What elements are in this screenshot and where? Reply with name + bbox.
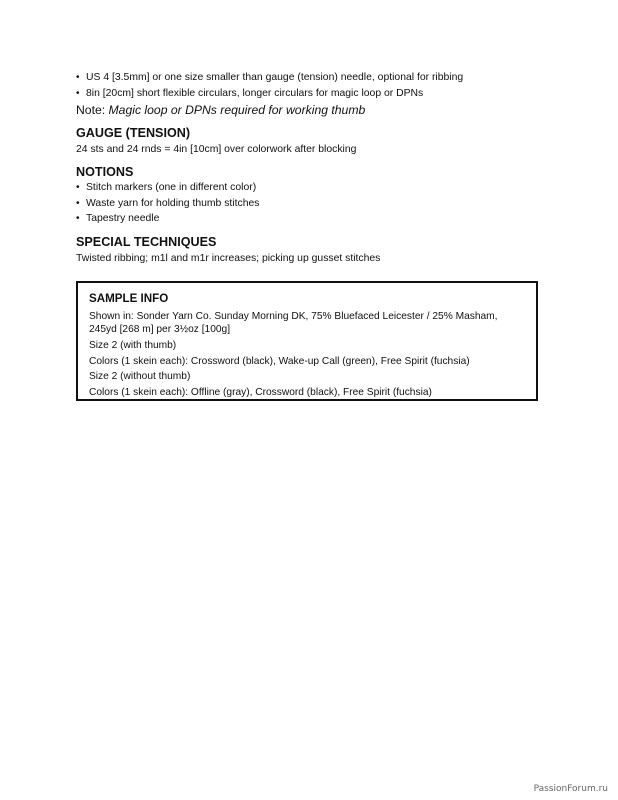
section-heading-special-techniques: SPECIAL TECHNIQUES	[76, 234, 217, 249]
list-item: • Tapestry needle	[76, 211, 546, 227]
special-techniques-text: Twisted ribbing; m1l and m1r increases; picking up gusset stitches	[76, 252, 381, 264]
note-text: Magic loop or DPNs required for working thumb	[108, 103, 366, 117]
list-item: • Stitch markers (one in different color)	[76, 180, 546, 196]
notions-list	[76, 180, 546, 227]
special-techniques-section	[76, 235, 546, 266]
section-heading-notions: NOTIONS	[76, 165, 134, 179]
notions-section	[76, 165, 546, 227]
list-item: • US 4 [3.5mm] or one size smaller than gauge (tension) needle, optional for ribbing	[76, 70, 546, 86]
list-item: • Waste yarn for holding thumb stitches	[76, 196, 546, 212]
needles-list	[76, 70, 546, 101]
sample-info-line: Colors (1 skein each): Crossword (black), Wake-up Call (green), Free Spirit (fuchsia)	[89, 355, 470, 367]
section-heading-gauge: GAUGE (TENSION)	[76, 126, 191, 140]
list-item: • 8in [20cm] short flexible circulars, longer circulars for magic loop or DPNs	[76, 86, 546, 102]
site-watermark: PassionForum.ru	[533, 784, 608, 794]
sample-info-line: Size 2 (with thumb)	[89, 339, 177, 351]
sample-info-line: Colors (1 skein each): Offline (gray), Crossword (black), Free Spirit (fuchsia)	[89, 387, 432, 399]
needle-note	[76, 102, 546, 118]
sample-info-box	[76, 281, 538, 401]
pattern-materials	[76, 70, 546, 266]
sample-info-line: Size 2 (without thumb)	[89, 371, 191, 383]
gauge-section	[76, 126, 546, 157]
sample-info-line: Shown in: Sonder Yarn Co. Sunday Morning DK, 75% Bluefaced Leicester / 25% Masham, 245yd [268 m] per 3½oz [100g]	[89, 311, 498, 336]
note-label: Note:	[76, 103, 106, 117]
gauge-text: 24 sts and 24 rnds = 4in [10cm] over colorwork after blocking	[76, 144, 357, 155]
sample-info-heading: SAMPLE INFO	[89, 292, 169, 305]
